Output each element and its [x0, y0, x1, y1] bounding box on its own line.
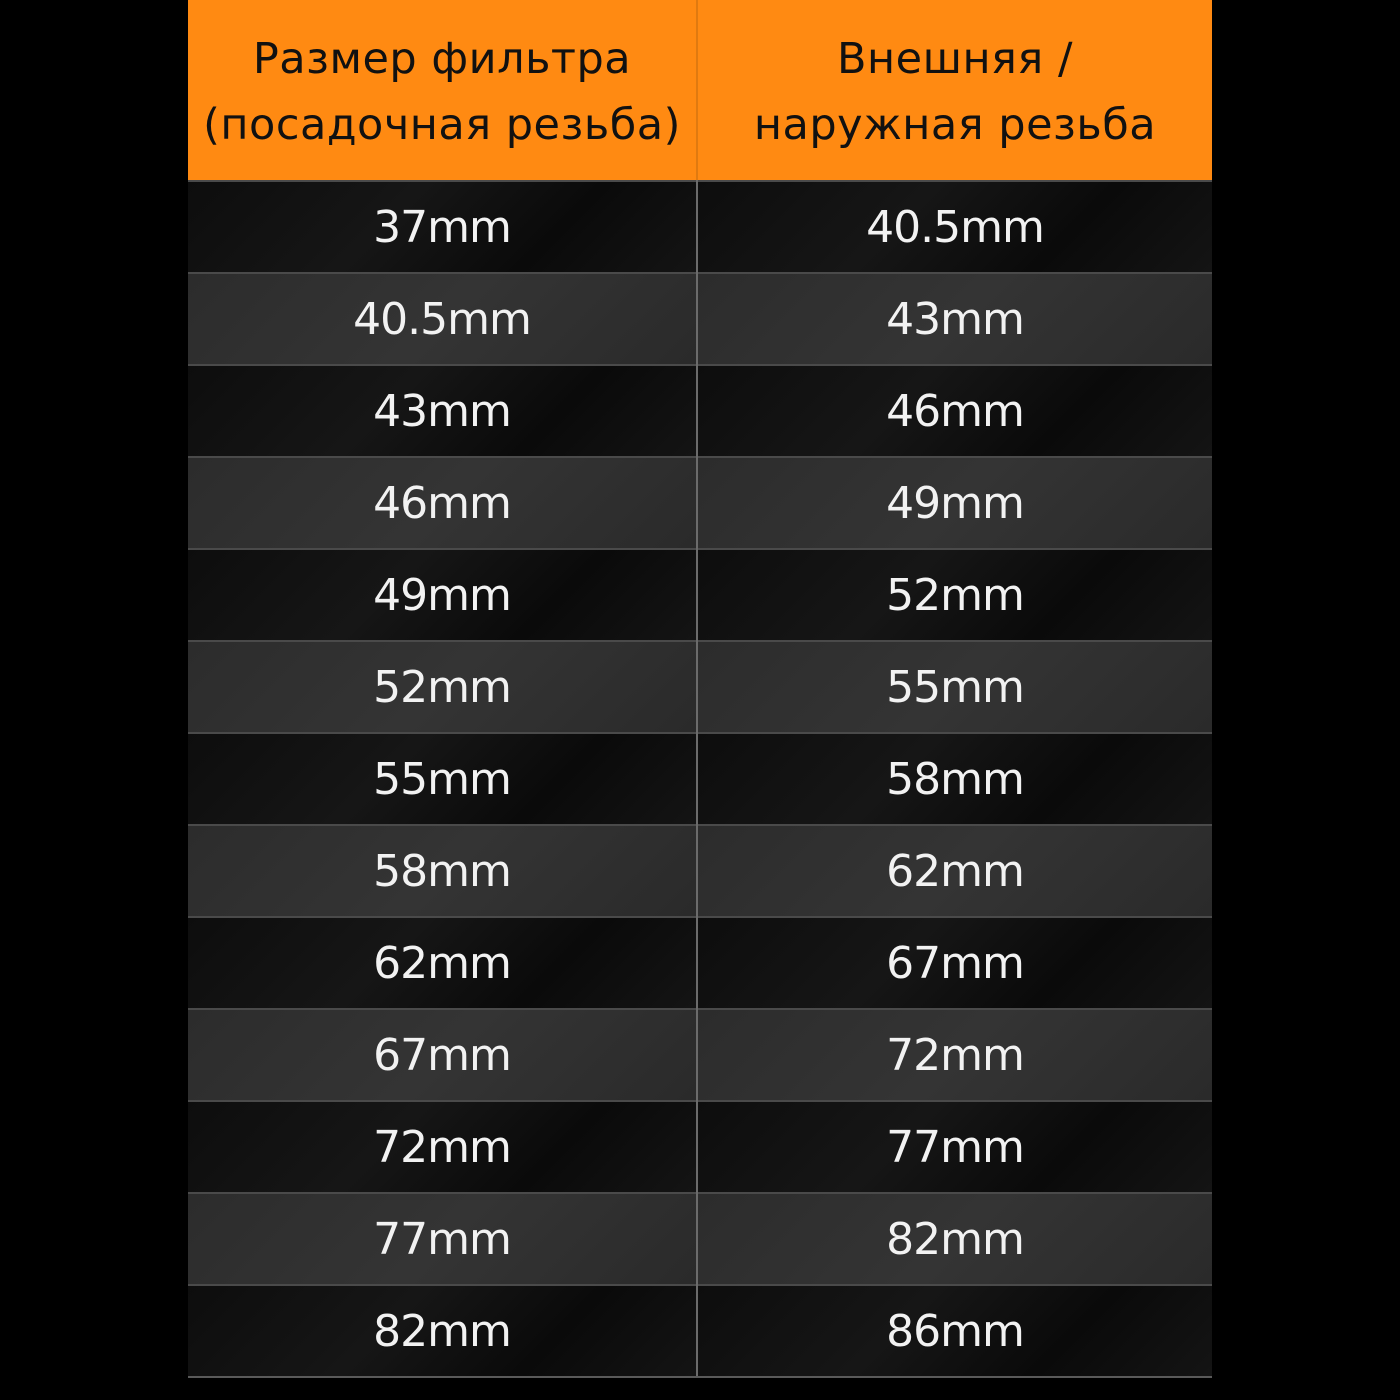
- filter-size-table: [188, 0, 1212, 1378]
- cell-outer-thread: 40.5mm: [698, 180, 1212, 272]
- cell-filter-size: 49mm: [188, 548, 696, 640]
- cell-outer-thread: 77mm: [698, 1100, 1212, 1192]
- cell-outer-thread: 62mm: [698, 824, 1212, 916]
- cell-outer-thread: 67mm: [698, 916, 1212, 1008]
- cell-outer-thread: 82mm: [698, 1192, 1212, 1284]
- cell-filter-size: 37mm: [188, 180, 696, 272]
- cell-outer-thread: 72mm: [698, 1008, 1212, 1100]
- cell-filter-size: 62mm: [188, 916, 696, 1008]
- cell-outer-thread: 55mm: [698, 640, 1212, 732]
- cell-filter-size: 46mm: [188, 456, 696, 548]
- header-filter-size: Размер фильтра (посадочная резьба): [188, 0, 696, 180]
- header-outer-thread: Внешняя / наружная резьба: [698, 0, 1212, 180]
- cell-outer-thread: 49mm: [698, 456, 1212, 548]
- cell-filter-size: 67mm: [188, 1008, 696, 1100]
- table-bottom-border: [188, 1376, 1212, 1378]
- cell-filter-size: 40.5mm: [188, 272, 696, 364]
- cell-filter-size: 77mm: [188, 1192, 696, 1284]
- cell-filter-size: 82mm: [188, 1284, 696, 1376]
- cell-outer-thread: 86mm: [698, 1284, 1212, 1376]
- cell-outer-thread: 58mm: [698, 732, 1212, 824]
- cell-outer-thread: 52mm: [698, 548, 1212, 640]
- cell-filter-size: 52mm: [188, 640, 696, 732]
- cell-filter-size: 43mm: [188, 364, 696, 456]
- cell-filter-size: 55mm: [188, 732, 696, 824]
- cell-filter-size: 72mm: [188, 1100, 696, 1192]
- cell-outer-thread: 46mm: [698, 364, 1212, 456]
- cell-outer-thread: 43mm: [698, 272, 1212, 364]
- cell-filter-size: 58mm: [188, 824, 696, 916]
